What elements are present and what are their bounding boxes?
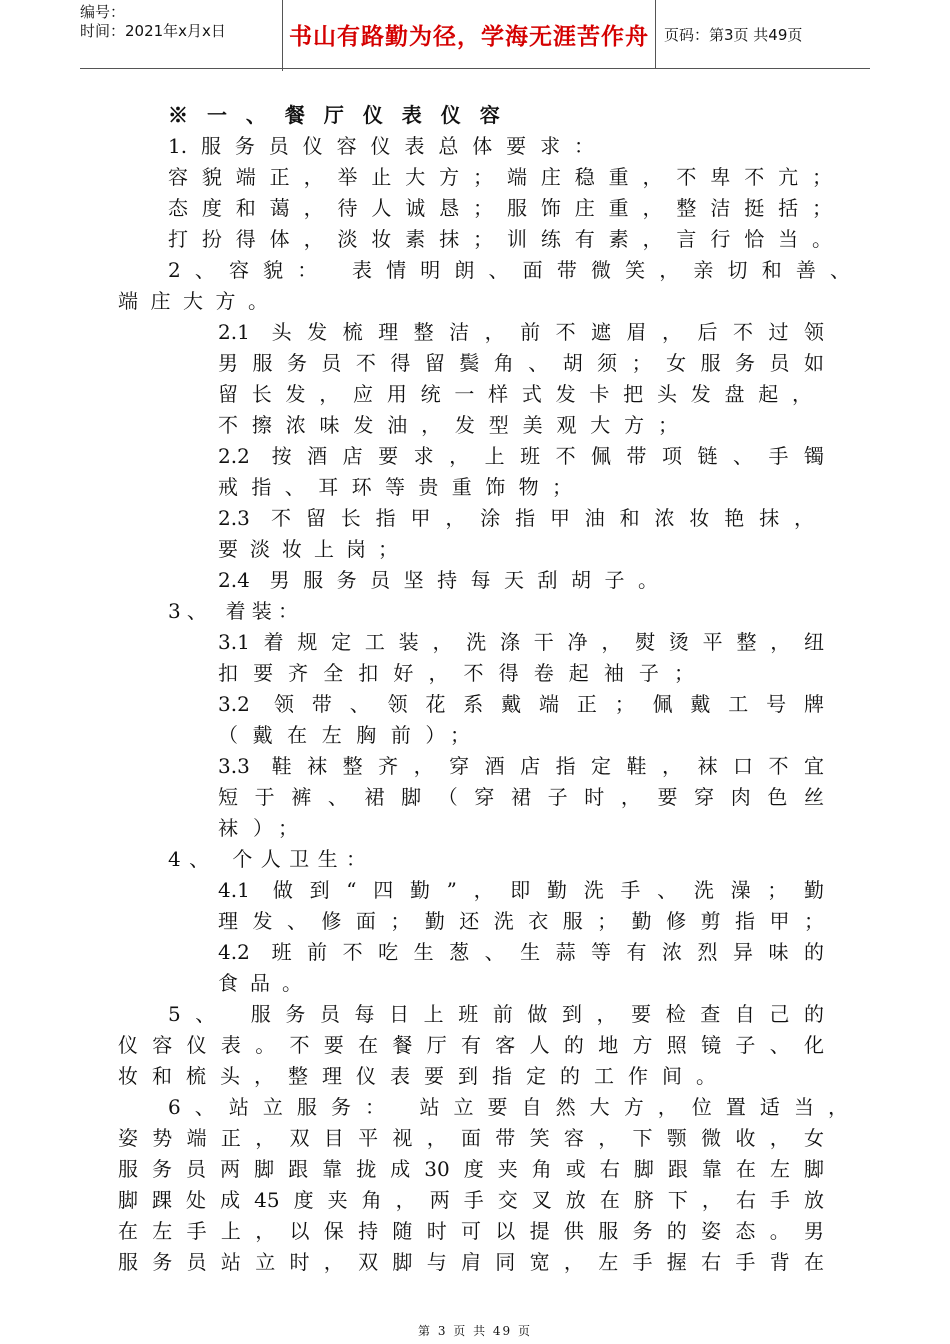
number-label: 编号： [80, 3, 126, 21]
text-line: 戒指、耳环等贵重饰物； [218, 475, 572, 499]
text-line: 扣要齐全扣好，不得卷起袖子； [218, 661, 694, 685]
text-line: 4、 个人卫生： [168, 847, 366, 871]
header-meta [80, 0, 283, 71]
text-line: 3.2 领带、领花系戴端正；佩戴工号牌 [218, 692, 824, 716]
text-line: 2.2 按酒店要求，上班不佩带项链、手镯 [218, 444, 824, 468]
text-line: 2.3 不留长指甲，涂指甲油和浓妆艳抹， [218, 506, 814, 530]
text-line: 容貌端正，举止大方；端庄稳重，不卑不亢； [168, 165, 832, 189]
text-line: 3.1着规定工装，洗涤干净，熨烫平整，纽 [218, 630, 824, 654]
header-motto: 书山有路勤为径，学海无涯苦作舟 [283, 0, 656, 68]
time-label: 时间：2021年x月x日 [80, 22, 226, 40]
text-line: 男服务员不得留鬓角、胡须；女服务员如 [218, 351, 824, 375]
text-line: 2.4 男服务员坚持每天刮胡子。 [218, 568, 658, 592]
text-line: 2、容貌： 表情明朗、面带微笑，亲切和善、 [168, 258, 850, 282]
text-line: 端庄大方。 [118, 289, 268, 313]
text-line: 4.2 班前不吃生葱、生蒜等有浓烈异味的 [218, 940, 824, 964]
text-line: 留长发，应用统一样式发卡把头发盘起， [218, 382, 812, 406]
text-line: 不擦浓味发油，发型美观大方； [218, 413, 678, 437]
text-line: 2.1 头发梳理整洁，前不遮眉，后不过领 [218, 320, 824, 344]
text-line: 脚踝处成45度夹角，两手交叉放在脐下，右手放 [118, 1188, 824, 1212]
text-line: 5、 服务员每日上班前做到，要检查自己的 [168, 1002, 824, 1026]
text-line: 食品。 [218, 971, 302, 995]
page-footer: 第 3 页 共 49 页 [418, 1324, 532, 1338]
text-line: 3、 着装： [168, 599, 298, 623]
text-line: 仪容仪表。不要在餐厅有客人的地方照镜子、化 [118, 1033, 824, 1057]
text-line: （戴在左胸前）； [218, 723, 470, 747]
header-page-info: 页码：第3页 共49页 [664, 25, 803, 44]
text-line: 在左手上，以保持随时可以提供服务的姿态。男 [118, 1219, 824, 1243]
text-line: 姿势端正，双目平视，面带笑容，下颚微收，女 [118, 1126, 824, 1150]
text-line: 3.3 鞋袜整齐，穿酒店指定鞋，袜口不宜 [218, 754, 824, 778]
page-header [80, 0, 870, 69]
section-title: ※ 一 、 餐 厅 仪 表 仪 容 [168, 103, 506, 127]
text-line: 服务员两脚跟靠拢成30度夹角或右脚跟靠在左脚 [118, 1157, 824, 1181]
text-line: 短于裤、裙脚（穿裙子时，要穿肉色丝 [218, 785, 824, 809]
text-line: 态度和蔼，待人诚恳；服饰庄重，整洁挺括； [168, 196, 832, 220]
text-line: 服务员站立时，双脚与肩同宽，左手握右手背在 [118, 1250, 824, 1274]
text-line: 袜）； [218, 816, 298, 840]
text-line: 妆和梳头，整理仪表要到指定的工作间。 [118, 1064, 716, 1088]
text-line: 4.1 做到“四勤”，即勤洗手、洗澡；勤 [218, 878, 824, 902]
text-line: 6、站立服务： 站立要自然大方，位置适当， [168, 1095, 848, 1119]
text-line: 要淡妆上岗； [218, 537, 398, 561]
text-line: 打扮得体，淡妆素抹；训练有素，言行恰当。 [168, 227, 832, 251]
text-line: 1.服务员仪容仪表总体要求： [168, 134, 594, 158]
text-line: 理发、修面；勤还洗衣服；勤修剪指甲； [218, 909, 824, 933]
